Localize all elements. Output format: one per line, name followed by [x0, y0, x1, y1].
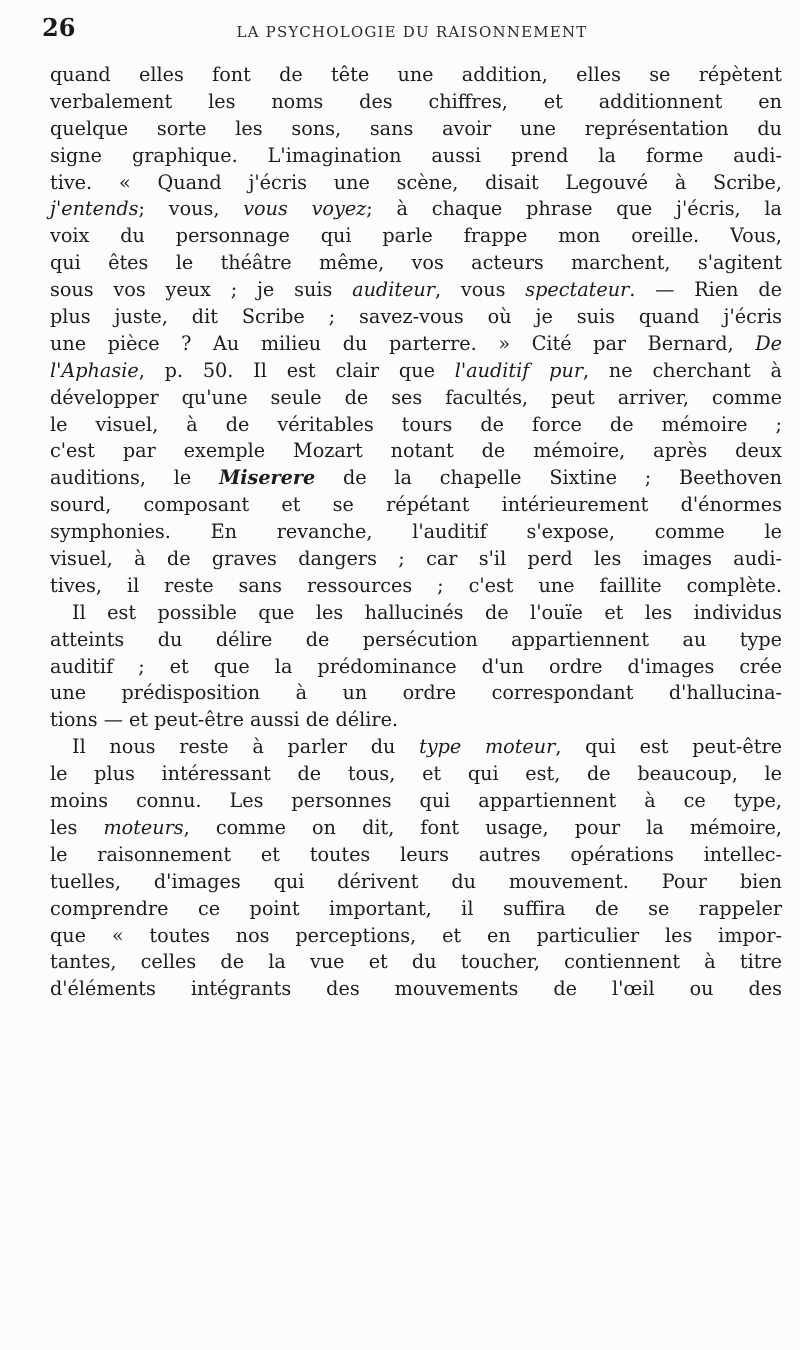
text-line	[50, 519, 782, 546]
text-segment: sous vos yeux ; je suis	[50, 278, 353, 302]
text-segment: vous voyez	[243, 197, 367, 221]
text-line	[50, 385, 782, 412]
text-segment: qui êtes le théâtre même, vos acteurs marchent, s'agitent	[50, 251, 782, 275]
text-line	[50, 546, 782, 573]
text-segment: d'éléments intégrants des mouvements de l'œil ou des	[50, 977, 782, 1001]
body-text	[50, 62, 782, 1003]
text-segment: l'Aphasie	[50, 358, 139, 382]
text-segment: De	[755, 331, 782, 355]
text-line	[50, 358, 782, 385]
text-segment: comprendre ce point important, il suffira de se rappeler	[50, 896, 782, 920]
text-line	[50, 707, 782, 734]
text-line	[50, 438, 782, 465]
text-segment: développer qu'une seule de ses facultés, peut arriver, comme	[50, 385, 782, 409]
text-line	[50, 250, 782, 277]
text-segment: visuel, à de graves dangers ; car s'il perd les images audi-	[50, 547, 782, 571]
text-segment: , qui est peut-être	[555, 735, 782, 759]
text-segment: , ne cherchant à	[583, 358, 782, 382]
text-segment: , vous	[434, 278, 526, 302]
text-segment: verbalement les noms des chiffres, et additionnent en	[50, 89, 782, 113]
text-segment: tuelles, d'images qui dérivent du mouvement. Pour bien	[50, 869, 782, 893]
text-segment: j'entends	[50, 197, 139, 221]
text-segment: signe graphique. L'imagination aussi prend la forme audi-	[50, 143, 782, 167]
text-segment: le raisonnement et toutes leurs autres opérations intellec-	[50, 842, 782, 866]
text-line	[50, 734, 782, 761]
text-line	[50, 923, 782, 950]
text-line	[50, 600, 782, 627]
text-segment: . — Rien de	[629, 278, 782, 302]
text-line	[50, 89, 782, 116]
text-line	[50, 143, 782, 170]
text-line	[50, 196, 782, 223]
text-line	[50, 412, 782, 439]
text-segment: type moteur	[419, 735, 556, 759]
text-segment: auditeur	[352, 278, 435, 302]
text-segment: spectateur	[525, 278, 630, 302]
text-segment: moins connu. Les personnes qui appartiennent à ce type,	[50, 789, 782, 813]
text-segment: le visuel, à de véritables tours de force de mémoire ;	[50, 412, 782, 436]
text-line	[50, 815, 782, 842]
text-segment: voix du personnage qui parle frappe mon oreille. Vous,	[50, 224, 782, 248]
text-line	[50, 761, 782, 788]
text-segment: tives, il reste sans ressources ; c'est une faillite complète.	[50, 573, 782, 597]
text-segment: , comme on dit, font usage, pour la mémoire,	[183, 815, 782, 839]
text-line	[50, 976, 782, 1003]
text-segment: atteints du délire de persécution appartiennent au type	[50, 627, 782, 651]
text-segment: auditions, le	[50, 466, 219, 490]
text-line	[50, 465, 782, 492]
text-segment: auditif ; et que la prédominance d'un ordre d'images crée	[50, 654, 782, 678]
text-line	[50, 170, 782, 197]
text-segment: sourd, composant et se répétant intérieurement d'énormes	[50, 493, 782, 517]
text-line	[50, 492, 782, 519]
text-line	[50, 304, 782, 331]
text-line	[50, 869, 782, 896]
text-segment: que « toutes nos perceptions, et en particulier les impor-	[50, 923, 782, 947]
text-segment: ; à chaque phrase que j'écris, la	[366, 197, 782, 221]
text-line	[50, 573, 782, 600]
text-segment: quand elles font de tête une addition, elles se répètent	[50, 63, 782, 86]
text-segment: le plus intéressant de tous, et qui est, de beaucoup, le	[50, 762, 782, 786]
running-head: LA PSYCHOLOGIE DU RAISONNEMENT	[236, 23, 588, 41]
text-line	[50, 680, 782, 707]
text-line	[50, 788, 782, 815]
text-segment: symphonies. En revanche, l'auditif s'expose, comme le	[50, 520, 782, 544]
text-line	[50, 116, 782, 143]
text-segment: tions — et peut-être aussi de délire.	[50, 708, 399, 732]
text-segment: une pièce ? Au milieu du parterre. » Cité par Bernard,	[50, 331, 756, 355]
text-segment: les	[50, 815, 104, 839]
text-segment: tive. « Quand j'écris une scène, disait Legouvé à Scribe,	[50, 170, 782, 194]
text-line	[50, 949, 782, 976]
text-segment: plus juste, dit Scribe ; savez-vous où je suis quand j'écris	[50, 305, 782, 329]
text-line	[50, 654, 782, 681]
text-line	[50, 896, 782, 923]
page-header	[42, 6, 782, 50]
page-number: 26	[42, 13, 76, 42]
text-segment: ; vous,	[138, 197, 244, 221]
text-segment: tantes, celles de la vue et du toucher, contiennent à titre	[50, 950, 782, 974]
text-segment: Miserere	[218, 466, 316, 490]
text-line	[50, 277, 782, 304]
text-segment: Il est possible que les hallucinés de l'ouïe et les individus	[72, 600, 782, 624]
text-segment: quelque sorte les sons, sans avoir une représentation du	[50, 116, 782, 140]
text-line	[50, 223, 782, 250]
text-segment: Il nous reste à parler du	[72, 735, 420, 759]
text-segment: , p. 50. Il est clair que	[138, 358, 455, 382]
text-segment: moteurs	[103, 815, 184, 839]
text-segment: de la chapelle Sixtine ; Beethoven	[315, 466, 782, 490]
text-line	[50, 842, 782, 869]
text-line	[50, 627, 782, 654]
text-segment: une prédisposition à un ordre correspondant d'hallucina-	[50, 681, 782, 705]
text-line	[50, 62, 782, 89]
text-line	[50, 331, 782, 358]
text-segment: l'auditif pur	[454, 358, 583, 382]
text-segment: c'est par exemple Mozart notant de mémoire, après deux	[50, 439, 782, 463]
